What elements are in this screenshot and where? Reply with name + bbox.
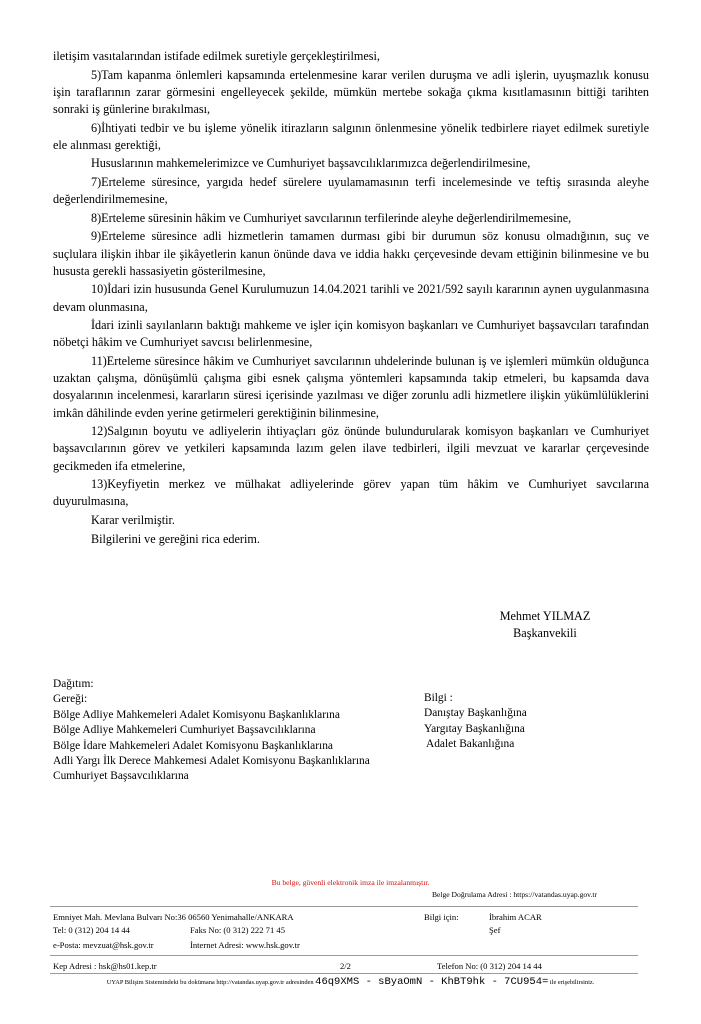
gereg-item: Bölge Adliye Mahkemeleri Cumhuriyet Başsavcılıklarına xyxy=(53,724,316,737)
verification-address: Belge Doğrulama Adresi : https://vatandas.uyap.gov.tr xyxy=(431,890,597,899)
uyap-suffix: ile erişebilirsiniz. xyxy=(549,979,595,986)
bilgi-item: Adalet Bakanlığına xyxy=(426,738,515,751)
gereg-label: Gereği: xyxy=(53,693,88,706)
signer-name: Mehmet YILMAZ xyxy=(499,609,591,623)
uyap-access-line xyxy=(0,976,701,988)
footer-divider-2 xyxy=(50,955,638,956)
footer-email: e-Posta: mevzuat@hsk.gov.tr xyxy=(53,940,154,950)
paragraph: 7)Erteleme süresince, yargıda hedef sürelere uyulamamasının terfi incelemesinde ve teftiş sırasında aleyhe değerlendirilmemesine, xyxy=(53,174,649,207)
esignature-note: Bu belge, güvenli elektronik imza ile imzalanmıştır. xyxy=(271,878,430,887)
paragraph: Karar verilmiştir. xyxy=(91,512,175,527)
paragraph: 6)İhtiyati tedbir ve bu işleme yönelik itirazların salgının önlenmesine yönelik tedbirlere riayet edilmek suretiyle ele alınması gerektiği, xyxy=(53,120,649,152)
paragraph: 8)Erteleme süresinin hâkim ve Cumhuriyet savcılarının terfilerinde aleyhe değerlendirilmemesine, xyxy=(91,210,572,225)
bilgi-label: Bilgi : xyxy=(424,692,453,704)
paragraph: 12)Salgının boyutu ve adliyelerin ihtiyaçları göz önünde bulundurularak komisyon başkanları ve Cumhuriyet başsavcılarının görev ve yetkileri kapsamında lazım gelen ilave tedbirleri, ilgili mevzuat ve kararlar çerçevesinde gecikmeden ifa etmelerine, xyxy=(53,424,649,473)
signer-title: Başkanvekili xyxy=(513,626,577,640)
signature-block xyxy=(440,608,650,642)
paragraph: Hususlarının mahkemelerimizce ve Cumhuriyet başsavcılıklarımızca değerlendirilmesine, xyxy=(91,156,531,171)
gereg-item: Bölge İdare Mahkemeleri Adalet Komisyonu Başkanlıklarına xyxy=(53,739,333,752)
paragraph: 13)Keyfiyetin merkez ve mülhakat adliyelerinde görev yapan tüm hâkim ve Cumhuriyet savcılarına duyurulmasına, xyxy=(53,477,649,509)
paragraph: 11)Erteleme süresince hâkim ve Cumhuriyet savcılarının uhdelerinde bulunan iş ve işlemleri mümkün olduğunca uzaktan çalışma, dönüşümlü çalışma gibi esnek çalışma yöntemleri kapsamında takip etmeleri, bu kapsamda dava dosyalarının incelenmesi, kararların süresi içerisinde yazılması ve diğer zorunlu adli hizmetlere ilişkin yükümlülüklerini imkân dâhilinde evden yerine getirmeleri gerektiğinin bilinmesine, xyxy=(53,353,649,420)
page-number: 2/2 xyxy=(340,961,351,971)
footer-info-name: İbrahim ACAR xyxy=(489,912,542,922)
footer-divider xyxy=(50,906,638,907)
bilgi-list xyxy=(424,691,527,753)
footer-web: İnternet Adresi: www.hsk.gov.tr xyxy=(190,940,300,950)
paragraph: 10)İdari izin hususunda Genel Kurulumuzun 14.04.2021 tarihli ve 2021/592 sayılı kararının aynen uygulanmasına devam olunmasına, xyxy=(53,282,649,314)
gereg-item: Adli Yargı İlk Derece Mahkemesi Adalet Komisyonu Başkanlıklarına xyxy=(53,755,370,768)
footer-address: Emniyet Mah. Mevlana Bulvarı No:36 06560 Yenimahalle/ANKARA xyxy=(53,912,294,922)
bilgi-item: Danıştay Başkanlığına xyxy=(424,707,527,720)
footer-kep: Kep Adresi : hsk@hs01.kep.tr xyxy=(53,961,157,971)
gereg-item: Cumhuriyet Başsavcılıklarına xyxy=(53,770,189,783)
footer-divider-3 xyxy=(50,973,638,974)
paragraph: İdari izinli sayılanların baktığı mahkeme ve işler için komisyon başkanları ve Cumhuriyet başsavcıları tarafından nöbetçi hâkim ve Cumhuriyet savcısı belirlenmesine, xyxy=(53,318,649,350)
uyap-prefix: UYAP Bilişim Sistemindeki bu dokümana http://vatandas.uyap.gov.tr adresinden xyxy=(106,979,314,986)
letter-body xyxy=(53,48,649,549)
paragraph: iletişim vasıtalarından istifade edilmek suretiyle gerçekleştirilmesi, xyxy=(53,49,380,63)
footer-phone: Telefon No: (0 312) 204 14 44 xyxy=(437,961,542,971)
distribution-list xyxy=(53,677,370,785)
gereg-item: Bölge Adliye Mahkemeleri Adalet Komisyonu Başkanlıklarına xyxy=(53,708,340,721)
distribution-heading: Dağıtım: xyxy=(53,678,94,690)
bilgi-item: Yargıtay Başkanlığına xyxy=(424,722,525,735)
paragraph: 9)Erteleme süresince adli hizmetlerin tamamen durması gibi bir durumun söz konusu olmadığının, suç ve suçlulara ilişkin ihbar ile şikâyetlerin kanun önünde dava ve iddia hakkı çerçevesinde devam ettiğinin bilinmesine ve bu hususta gerekli hassasiyetin gösterilmesine, xyxy=(53,229,649,278)
paragraph: Bilgilerini ve gereğini rica ederim. xyxy=(91,531,260,546)
footer-info-label: Bilgi için: xyxy=(424,912,459,922)
uyap-code: 46q9XMS - sByaOmN - KhBT9hk - 7CU954= xyxy=(315,976,549,988)
footer-fax: Faks No: (0 312) 222 71 45 xyxy=(190,925,286,935)
footer-info-title: Şef xyxy=(489,925,501,935)
paragraph: 5)Tam kapanma önlemleri kapsamında ertelenmesine karar verilen duruşma ve adli işlerin, uyuşmazlık konusu işin taraflarının zarar görmesini engelleyecek şekilde, mümkün mertebe sokağa çıkma kısıtlamasının bittiği tarihten sonraki iş günlerine bırakılması, xyxy=(53,67,649,116)
footer-tel: Tel: 0 (312) 204 14 44 xyxy=(53,925,130,935)
